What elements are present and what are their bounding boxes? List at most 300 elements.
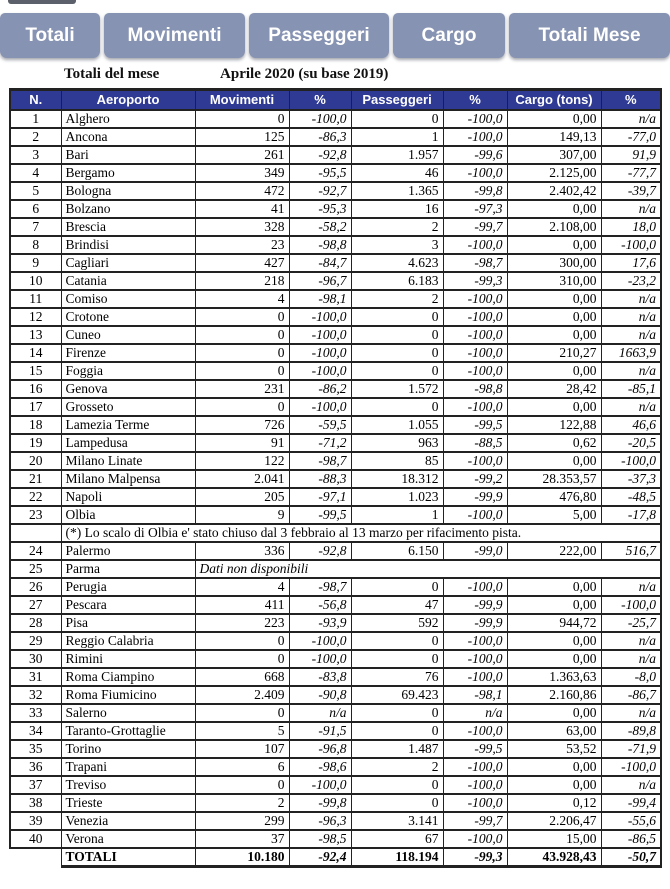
- passeggeri-pct-cell: -100,0: [443, 776, 507, 794]
- table-row: [10, 182, 661, 200]
- passeggeri-cell: 0: [351, 398, 443, 416]
- cargo-cell: 0,00: [507, 290, 601, 308]
- row-number-cell: 13: [10, 326, 61, 344]
- row-number-cell: 19: [10, 434, 61, 452]
- airport-name-cell: Cuneo: [61, 326, 195, 344]
- table-row: [10, 542, 661, 560]
- nav-tabbar: [0, 13, 670, 58]
- airport-name-cell: Genova: [61, 380, 195, 398]
- cargo-pct-cell: -50,7: [601, 848, 661, 867]
- cargo-pct-cell: n/a: [601, 326, 661, 344]
- passeggeri-pct-cell: -99,3: [443, 272, 507, 290]
- row-number-cell: 4: [10, 164, 61, 182]
- col-header-movimenti: Movimenti: [195, 90, 289, 110]
- movimenti-pct-cell: -56,8: [289, 596, 351, 614]
- cargo-pct-cell: -77,0: [601, 128, 661, 146]
- airport-name-cell: Bolzano: [61, 200, 195, 218]
- passeggeri-pct-cell: -100,0: [443, 650, 507, 668]
- table-row: [10, 830, 661, 848]
- cargo-cell: 2.402,42: [507, 182, 601, 200]
- movimenti-pct-cell: -59,5: [289, 416, 351, 434]
- airport-name-cell: Trieste: [61, 794, 195, 812]
- passeggeri-cell: 1.365: [351, 182, 443, 200]
- table-row: [10, 452, 661, 470]
- table-caption: [0, 66, 670, 83]
- table-row: [10, 254, 661, 272]
- nodata-row: [10, 560, 661, 578]
- cargo-pct-cell: n/a: [601, 110, 661, 128]
- airport-name-cell: Parma: [61, 560, 195, 578]
- movimenti-pct-cell: -100,0: [289, 308, 351, 326]
- airport-name-cell: Cagliari: [61, 254, 195, 272]
- movimenti-cell: 0: [195, 776, 289, 794]
- table-row: [10, 110, 661, 128]
- cargo-pct-cell: n/a: [601, 290, 661, 308]
- passeggeri-cell: 0: [351, 632, 443, 650]
- caption-period: Aprile 2020 (su base 2019): [220, 66, 389, 82]
- cargo-pct-cell: 18,0: [601, 218, 661, 236]
- cargo-cell: 307,00: [507, 146, 601, 164]
- cargo-pct-cell: n/a: [601, 308, 661, 326]
- movimenti-pct-cell: -98,8: [289, 236, 351, 254]
- airport-name-cell: Trapani: [61, 758, 195, 776]
- airport-name-cell: Verona: [61, 830, 195, 848]
- movimenti-cell: 411: [195, 596, 289, 614]
- cargo-pct-cell: -8,0: [601, 668, 661, 686]
- passeggeri-cell: 963: [351, 434, 443, 452]
- table-row: [10, 740, 661, 758]
- row-number-cell: 28: [10, 614, 61, 632]
- movimenti-pct-cell: -98,5: [289, 830, 351, 848]
- cargo-cell: 310,00: [507, 272, 601, 290]
- passeggeri-cell: 118.194: [351, 848, 443, 867]
- passeggeri-cell: 0: [351, 794, 443, 812]
- cargo-pct-cell: n/a: [601, 200, 661, 218]
- airport-name-cell: Perugia: [61, 578, 195, 596]
- cargo-cell: 0,12: [507, 794, 601, 812]
- cargo-pct-cell: -17,8: [601, 506, 661, 524]
- airport-name-cell: Foggia: [61, 362, 195, 380]
- airport-name-cell: Pisa: [61, 614, 195, 632]
- cargo-pct-cell: -77,7: [601, 164, 661, 182]
- cargo-pct-cell: -20,5: [601, 434, 661, 452]
- movimenti-pct-cell: -58,2: [289, 218, 351, 236]
- airport-name-cell: Catania: [61, 272, 195, 290]
- passeggeri-pct-cell: -100,0: [443, 326, 507, 344]
- cargo-pct-cell: -48,5: [601, 488, 661, 506]
- cargo-cell: 28.353,57: [507, 470, 601, 488]
- movimenti-pct-cell: -100,0: [289, 776, 351, 794]
- cargo-pct-cell: -89,8: [601, 722, 661, 740]
- tab-totali[interactable]: Totali: [0, 13, 100, 58]
- table-row: [10, 218, 661, 236]
- table-row: [10, 650, 661, 668]
- movimenti-cell: 427: [195, 254, 289, 272]
- table-row: [10, 362, 661, 380]
- passeggeri-pct-cell: -99,8: [443, 182, 507, 200]
- cargo-cell: 0,00: [507, 596, 601, 614]
- movimenti-pct-cell: -99,8: [289, 794, 351, 812]
- cargo-pct-cell: 91,9: [601, 146, 661, 164]
- movimenti-cell: 336: [195, 542, 289, 560]
- airport-table-body: [10, 110, 661, 867]
- movimenti-pct-cell: -100,0: [289, 650, 351, 668]
- movimenti-cell: 5: [195, 722, 289, 740]
- movimenti-pct-cell: -95,3: [289, 200, 351, 218]
- cargo-pct-cell: -71,9: [601, 740, 661, 758]
- row-number-cell: 26: [10, 578, 61, 596]
- cargo-cell: 0,00: [507, 758, 601, 776]
- movimenti-cell: 349: [195, 164, 289, 182]
- movimenti-cell: 726: [195, 416, 289, 434]
- passeggeri-pct-cell: -99,5: [443, 416, 507, 434]
- table-row: [10, 344, 661, 362]
- airport-name-cell: Roma Fiumicino: [61, 686, 195, 704]
- cargo-cell: 0,00: [507, 650, 601, 668]
- row-number-cell: 8: [10, 236, 61, 254]
- movimenti-cell: 223: [195, 614, 289, 632]
- cargo-pct-cell: n/a: [601, 632, 661, 650]
- row-number-cell: 25: [10, 560, 61, 578]
- cargo-pct-cell: -86,5: [601, 830, 661, 848]
- cargo-cell: 300,00: [507, 254, 601, 272]
- row-number-cell: 16: [10, 380, 61, 398]
- cargo-pct-cell: 46,6: [601, 416, 661, 434]
- tab-movimenti[interactable]: Movimenti: [104, 13, 245, 58]
- cargo-cell: 2.206,47: [507, 812, 601, 830]
- movimenti-cell: 9: [195, 506, 289, 524]
- passeggeri-cell: 85: [351, 452, 443, 470]
- row-number-cell: [10, 848, 61, 867]
- tab-totali-mese[interactable]: Totali Mese: [509, 13, 670, 58]
- airport-table-wrap: [9, 88, 662, 868]
- passeggeri-cell: 2: [351, 218, 443, 236]
- cargo-cell: 63,00: [507, 722, 601, 740]
- passeggeri-cell: 1.957: [351, 146, 443, 164]
- passeggeri-pct-cell: -100,0: [443, 344, 507, 362]
- cargo-cell: 53,52: [507, 740, 601, 758]
- movimenti-cell: 205: [195, 488, 289, 506]
- movimenti-cell: 125: [195, 128, 289, 146]
- passeggeri-pct-cell: -97,3: [443, 200, 507, 218]
- airport-name-cell: Ancona: [61, 128, 195, 146]
- table-row: [10, 398, 661, 416]
- passeggeri-pct-cell: -99,9: [443, 596, 507, 614]
- cargo-cell: 0,00: [507, 200, 601, 218]
- cargo-cell: 2.160,86: [507, 686, 601, 704]
- movimenti-cell: 2: [195, 794, 289, 812]
- movimenti-pct-cell: -88,3: [289, 470, 351, 488]
- cargo-cell: 0,00: [507, 632, 601, 650]
- passeggeri-pct-cell: -100,0: [443, 110, 507, 128]
- passeggeri-cell: 2: [351, 290, 443, 308]
- movimenti-pct-cell: -100,0: [289, 326, 351, 344]
- movimenti-cell: 0: [195, 650, 289, 668]
- passeggeri-cell: 2: [351, 758, 443, 776]
- cargo-pct-cell: -100,0: [601, 236, 661, 254]
- passeggeri-pct-cell: -98,1: [443, 686, 507, 704]
- cargo-pct-cell: n/a: [601, 650, 661, 668]
- cargo-cell: 0,00: [507, 398, 601, 416]
- passeggeri-pct-cell: -100,0: [443, 668, 507, 686]
- movimenti-cell: 0: [195, 362, 289, 380]
- passeggeri-pct-cell: -100,0: [443, 236, 507, 254]
- table-row: [10, 758, 661, 776]
- movimenti-cell: 261: [195, 146, 289, 164]
- table-row: [10, 128, 661, 146]
- table-row: [10, 488, 661, 506]
- movimenti-pct-cell: -98,1: [289, 290, 351, 308]
- table-row: [10, 614, 661, 632]
- movimenti-pct-cell: -99,5: [289, 506, 351, 524]
- passeggeri-cell: 16: [351, 200, 443, 218]
- row-number-cell: 24: [10, 542, 61, 560]
- passeggeri-pct-cell: -100,0: [443, 794, 507, 812]
- airport-name-cell: Torino: [61, 740, 195, 758]
- airport-name-cell: Comiso: [61, 290, 195, 308]
- movimenti-cell: 0: [195, 326, 289, 344]
- table-row: [10, 146, 661, 164]
- passeggeri-cell: 0: [351, 326, 443, 344]
- movimenti-pct-cell: -100,0: [289, 632, 351, 650]
- cargo-pct-cell: -85,1: [601, 380, 661, 398]
- passeggeri-cell: 0: [351, 650, 443, 668]
- movimenti-cell: 37: [195, 830, 289, 848]
- passeggeri-cell: 592: [351, 614, 443, 632]
- cargo-cell: 5,00: [507, 506, 601, 524]
- movimenti-cell: 668: [195, 668, 289, 686]
- passeggeri-pct-cell: -100,0: [443, 578, 507, 596]
- movimenti-cell: 231: [195, 380, 289, 398]
- row-number-cell: 30: [10, 650, 61, 668]
- passeggeri-pct-cell: -99,3: [443, 848, 507, 867]
- nodata-text-cell: Dati non disponibili: [195, 560, 661, 578]
- cargo-cell: 28,42: [507, 380, 601, 398]
- passeggeri-cell: 1.487: [351, 740, 443, 758]
- passeggeri-pct-cell: -100,0: [443, 164, 507, 182]
- row-number-cell: 1: [10, 110, 61, 128]
- row-number-cell: 5: [10, 182, 61, 200]
- cargo-cell: 0,00: [507, 362, 601, 380]
- movimenti-pct-cell: -98,7: [289, 578, 351, 596]
- passeggeri-pct-cell: n/a: [443, 704, 507, 722]
- cargo-cell: 0,00: [507, 452, 601, 470]
- col-header-cargo: Cargo (tons): [507, 90, 601, 110]
- table-row: [10, 308, 661, 326]
- movimenti-pct-cell: -96,8: [289, 740, 351, 758]
- total-row: [10, 848, 661, 867]
- row-number-cell: 9: [10, 254, 61, 272]
- note-row: [10, 524, 661, 542]
- table-row: [10, 794, 661, 812]
- movimenti-pct-cell: -98,7: [289, 452, 351, 470]
- col-header-aeroporto: Aeroporto: [61, 90, 195, 110]
- table-row: [10, 668, 661, 686]
- passeggeri-cell: 0: [351, 308, 443, 326]
- movimenti-pct-cell: -96,7: [289, 272, 351, 290]
- cargo-cell: 0,00: [507, 110, 601, 128]
- table-row: [10, 686, 661, 704]
- cargo-pct-cell: n/a: [601, 398, 661, 416]
- passeggeri-pct-cell: -100,0: [443, 506, 507, 524]
- movimenti-pct-cell: -100,0: [289, 362, 351, 380]
- passeggeri-cell: 76: [351, 668, 443, 686]
- table-row: [10, 164, 661, 182]
- row-number-cell: 20: [10, 452, 61, 470]
- airport-name-cell: Milano Malpensa: [61, 470, 195, 488]
- movimenti-pct-cell: -91,5: [289, 722, 351, 740]
- row-number-cell: 7: [10, 218, 61, 236]
- airport-name-cell: Brindisi: [61, 236, 195, 254]
- movimenti-pct-cell: -100,0: [289, 398, 351, 416]
- movimenti-cell: 218: [195, 272, 289, 290]
- passeggeri-pct-cell: -98,7: [443, 254, 507, 272]
- cargo-cell: 43.928,43: [507, 848, 601, 867]
- cargo-cell: 1.363,63: [507, 668, 601, 686]
- movimenti-pct-cell: -86,2: [289, 380, 351, 398]
- passeggeri-cell: 69.423: [351, 686, 443, 704]
- movimenti-cell: 41: [195, 200, 289, 218]
- airport-name-cell: Venezia: [61, 812, 195, 830]
- row-number-cell: 10: [10, 272, 61, 290]
- row-number-cell: 6: [10, 200, 61, 218]
- passeggeri-pct-cell: -100,0: [443, 830, 507, 848]
- tab-cargo[interactable]: Cargo: [393, 13, 505, 58]
- movimenti-pct-cell: n/a: [289, 704, 351, 722]
- passeggeri-cell: 3.141: [351, 812, 443, 830]
- airport-name-cell: Firenze: [61, 344, 195, 362]
- movimenti-pct-cell: -84,7: [289, 254, 351, 272]
- cargo-pct-cell: 1663,9: [601, 344, 661, 362]
- movimenti-cell: 91: [195, 434, 289, 452]
- passeggeri-cell: 0: [351, 362, 443, 380]
- row-number-cell: 23: [10, 506, 61, 524]
- airport-name-cell: Napoli: [61, 488, 195, 506]
- passeggeri-cell: 67: [351, 830, 443, 848]
- cargo-pct-cell: -99,4: [601, 794, 661, 812]
- cargo-pct-cell: -100,0: [601, 452, 661, 470]
- table-row: [10, 434, 661, 452]
- col-header-n: N.: [10, 90, 61, 110]
- passeggeri-pct-cell: -98,8: [443, 380, 507, 398]
- airport-name-cell: Rimini: [61, 650, 195, 668]
- passeggeri-cell: 47: [351, 596, 443, 614]
- passeggeri-pct-cell: -88,5: [443, 434, 507, 452]
- row-number-cell: 38: [10, 794, 61, 812]
- airport-name-cell: Taranto-Grottaglie: [61, 722, 195, 740]
- movimenti-cell: 0: [195, 398, 289, 416]
- movimenti-cell: 10.180: [195, 848, 289, 867]
- passeggeri-cell: 1.055: [351, 416, 443, 434]
- table-row: [10, 470, 661, 488]
- passeggeri-pct-cell: -99,7: [443, 812, 507, 830]
- note-empty-cell: [10, 524, 61, 542]
- movimenti-pct-cell: -71,2: [289, 434, 351, 452]
- cargo-pct-cell: n/a: [601, 578, 661, 596]
- col-header-mov-pct: %: [289, 90, 351, 110]
- table-row: [10, 506, 661, 524]
- movimenti-cell: 0: [195, 704, 289, 722]
- cargo-pct-cell: n/a: [601, 362, 661, 380]
- movimenti-pct-cell: -92,7: [289, 182, 351, 200]
- cargo-pct-cell: -100,0: [601, 596, 661, 614]
- passeggeri-cell: 1.572: [351, 380, 443, 398]
- row-number-cell: 31: [10, 668, 61, 686]
- cargo-pct-cell: -55,6: [601, 812, 661, 830]
- row-number-cell: 11: [10, 290, 61, 308]
- passeggeri-cell: 1: [351, 506, 443, 524]
- movimenti-cell: 299: [195, 812, 289, 830]
- passeggeri-pct-cell: -99,6: [443, 146, 507, 164]
- caption-label: Totali del mese: [64, 66, 160, 82]
- row-number-cell: 21: [10, 470, 61, 488]
- passeggeri-cell: 18.312: [351, 470, 443, 488]
- passeggeri-cell: 0: [351, 578, 443, 596]
- cargo-cell: 0,00: [507, 776, 601, 794]
- row-number-cell: 12: [10, 308, 61, 326]
- passeggeri-pct-cell: -100,0: [443, 398, 507, 416]
- row-number-cell: 32: [10, 686, 61, 704]
- row-number-cell: 35: [10, 740, 61, 758]
- movimenti-pct-cell: -86,3: [289, 128, 351, 146]
- cargo-pct-cell: -86,7: [601, 686, 661, 704]
- row-number-cell: 18: [10, 416, 61, 434]
- cargo-cell: 0,00: [507, 236, 601, 254]
- airport-name-cell: Brescia: [61, 218, 195, 236]
- table-row: [10, 812, 661, 830]
- table-row: [10, 776, 661, 794]
- cargo-pct-cell: 516,7: [601, 542, 661, 560]
- cargo-cell: 15,00: [507, 830, 601, 848]
- movimenti-cell: 6: [195, 758, 289, 776]
- col-header-cargo-pct: %: [601, 90, 661, 110]
- row-number-cell: 3: [10, 146, 61, 164]
- passeggeri-cell: 6.150: [351, 542, 443, 560]
- passeggeri-pct-cell: -100,0: [443, 722, 507, 740]
- cargo-cell: 0,00: [507, 704, 601, 722]
- movimenti-pct-cell: -97,1: [289, 488, 351, 506]
- passeggeri-cell: 6.183: [351, 272, 443, 290]
- table-row: [10, 290, 661, 308]
- passeggeri-pct-cell: -99,9: [443, 488, 507, 506]
- cargo-cell: 0,62: [507, 434, 601, 452]
- table-row: [10, 596, 661, 614]
- row-number-cell: 34: [10, 722, 61, 740]
- movimenti-pct-cell: -92,4: [289, 848, 351, 867]
- table-header-row: [10, 90, 661, 110]
- row-number-cell: 40: [10, 830, 61, 848]
- row-number-cell: 2: [10, 128, 61, 146]
- cargo-cell: 122,88: [507, 416, 601, 434]
- table-row: [10, 704, 661, 722]
- movimenti-cell: 23: [195, 236, 289, 254]
- row-number-cell: 27: [10, 596, 61, 614]
- passeggeri-cell: 46: [351, 164, 443, 182]
- tab-passeggeri[interactable]: Passeggeri: [249, 13, 389, 58]
- passeggeri-cell: 0: [351, 344, 443, 362]
- passeggeri-cell: 0: [351, 110, 443, 128]
- airport-name-cell: Roma Ciampino: [61, 668, 195, 686]
- cargo-pct-cell: -39,7: [601, 182, 661, 200]
- passeggeri-pct-cell: -100,0: [443, 452, 507, 470]
- movimenti-pct-cell: -90,8: [289, 686, 351, 704]
- movimenti-cell: 4: [195, 578, 289, 596]
- table-row: [10, 380, 661, 398]
- col-header-pass-pct: %: [443, 90, 507, 110]
- airport-name-cell: Crotone: [61, 308, 195, 326]
- movimenti-cell: 0: [195, 344, 289, 362]
- movimenti-cell: 472: [195, 182, 289, 200]
